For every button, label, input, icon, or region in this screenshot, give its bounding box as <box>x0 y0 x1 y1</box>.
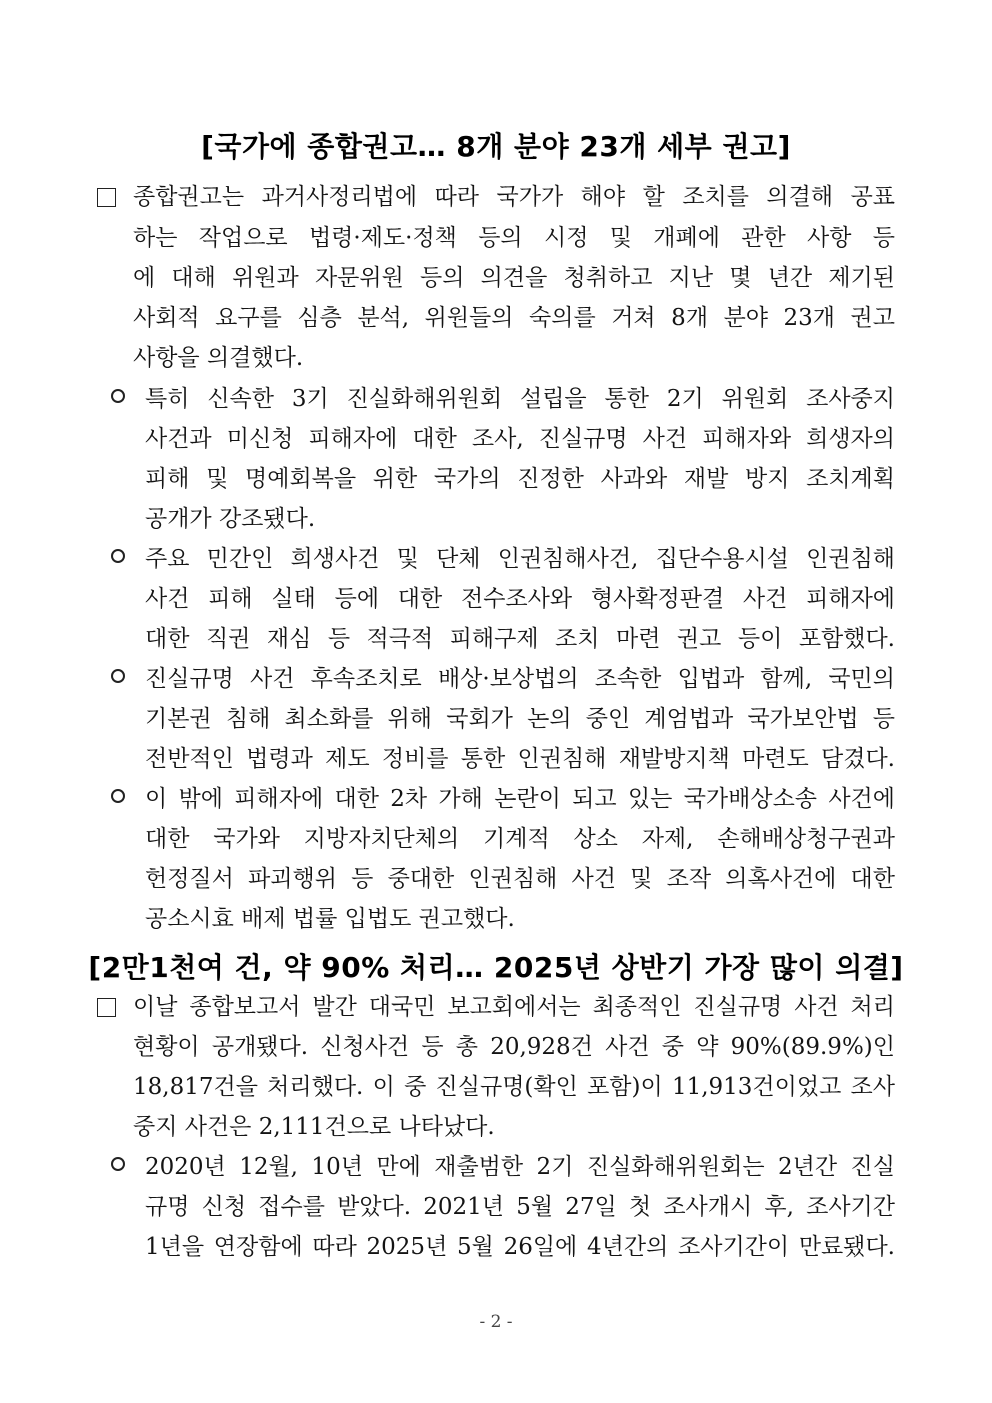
paragraph-line: 전반적인 법령과 제도 정비를 통한 인권침해 재발방지책 마련도 담겼다. <box>145 746 895 772</box>
paragraph-line: 기본권 침해 최소화를 위해 국회가 논의 중인 계엄법과 국가보안법 등 <box>145 706 895 732</box>
circle-bullet-icon <box>111 1157 125 1171</box>
square-bullet-icon <box>97 998 116 1017</box>
section-heading-1: [국가에 종합권고… 8개 분야 23개 세부 권고] <box>201 130 791 163</box>
paragraph-line: 대한 국가와 지방자치단체의 기계적 상소 자제, 손해배상청구권과 <box>145 826 895 852</box>
paragraph-line: 공소시효 배제 법률 입법도 권고했다. <box>145 906 515 932</box>
paragraph-line: 2020년 12월, 10년 만에 재출범한 2기 진실화해위원회는 2년간 진실 <box>145 1154 895 1180</box>
paragraph-line: 사건 피해 실태 등에 대한 전수조사와 형사확정판결 사건 피해자에 <box>145 586 895 612</box>
paragraph-line: 중지 사건은 2,111건으로 나타났다. <box>133 1114 495 1140</box>
paragraph-line: 특히 신속한 3기 진실화해위원회 설립을 통한 2기 위원회 조사중지 <box>145 386 895 412</box>
paragraph-line: 규명 신청 접수를 받았다. 2021년 5월 27일 첫 조사개시 후, 조사기간 <box>145 1194 895 1220</box>
paragraph-line: 18,817건을 처리했다. 이 중 진실규명(확인 포함)이 11,913건이었고 조사 <box>133 1074 895 1100</box>
paragraph-line: 피해 및 명예회복을 위한 국가의 진정한 사과와 재발 방지 조치계획 <box>145 466 895 492</box>
paragraph-line: 1년을 연장함에 따라 2025년 5월 26일에 4년간의 조사기간이 만료됐다. <box>145 1234 895 1260</box>
paragraph-line: 진실규명 사건 후속조치로 배상·보상법의 조속한 입법과 함께, 국민의 <box>145 666 895 692</box>
paragraph-line: 대한 직권 재심 등 적극적 피해구제 조치 마련 권고 등이 포함했다. <box>145 626 895 652</box>
paragraph-line: 에 대해 위원과 자문위원 등의 의견을 청취하고 지난 몇 년간 제기된 <box>133 265 895 291</box>
circle-bullet-icon <box>111 789 125 803</box>
circle-bullet-icon <box>111 669 125 683</box>
paragraph-line: 헌정질서 파괴행위 등 중대한 인권침해 사건 및 조작 의혹사건에 대한 <box>145 866 895 892</box>
paragraph-line: 사회적 요구를 심층 분석, 위원들의 숙의를 거쳐 8개 분야 23개 권고 <box>133 305 895 331</box>
paragraph-line: 하는 작업으로 법령·제도·정책 등의 시정 및 개폐에 관한 사항 등 <box>133 225 895 251</box>
paragraph-line: 현황이 공개됐다. 신청사건 등 총 20,928건 사건 중 약 90%(89.9%)인 <box>133 1034 895 1060</box>
paragraph-line: 사항을 의결했다. <box>133 345 304 371</box>
circle-bullet-icon <box>111 389 125 403</box>
paragraph-line: 이날 종합보고서 발간 대국민 보고회에서는 최종적인 진실규명 사건 처리 <box>133 994 895 1020</box>
paragraph-line: 이 밖에 피해자에 대한 2차 가해 논란이 되고 있는 국가배상소송 사건에 <box>145 786 895 812</box>
section-heading-2: [2만1천여 건, 약 90% 처리… 2025년 상반기 가장 많이 의결] <box>88 951 904 984</box>
paragraph-line: 사건과 미신청 피해자에 대한 조사, 진실규명 사건 피해자와 희생자의 <box>145 426 895 452</box>
circle-bullet-icon <box>111 549 125 563</box>
paragraph-line: 주요 민간인 희생사건 및 단체 인권침해사건, 집단수용시설 인권침해 <box>145 546 895 572</box>
paragraph-line: 공개가 강조됐다. <box>145 506 316 532</box>
page-number: - 2 - <box>479 1312 513 1332</box>
square-bullet-icon <box>97 188 116 207</box>
paragraph-line: 종합권고는 과거사정리법에 따라 국가가 해야 할 조치를 의결해 공표 <box>133 184 895 210</box>
